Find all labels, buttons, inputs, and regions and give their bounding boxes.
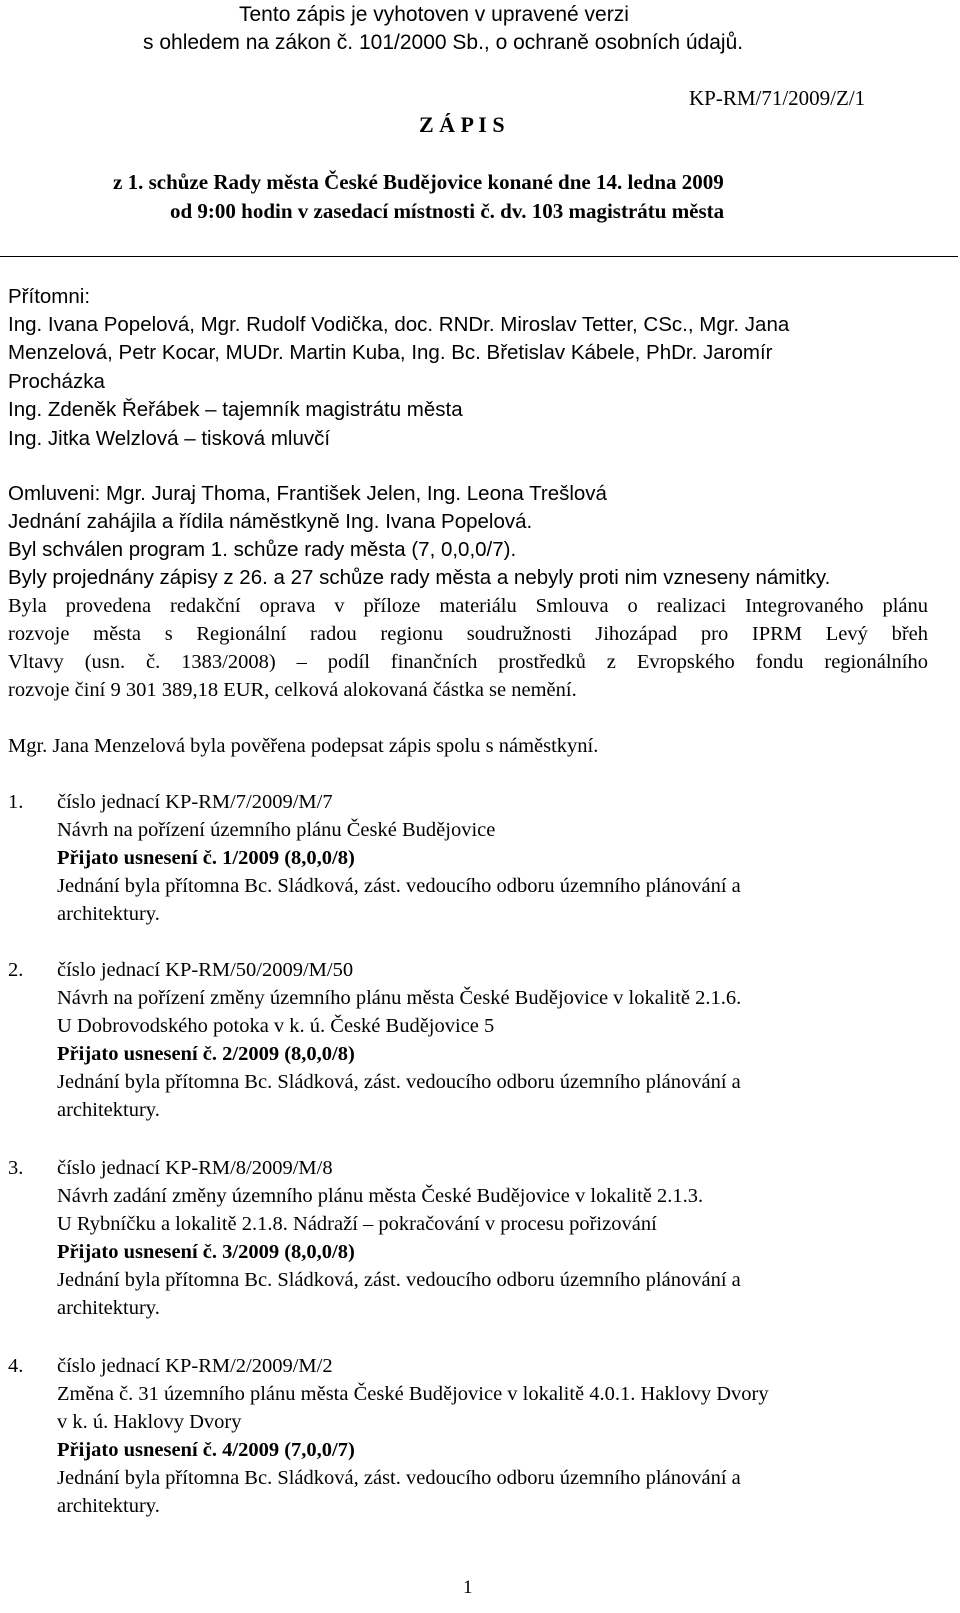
attendance-label: Přítomni:: [8, 285, 91, 308]
agenda-item-subject: Změna č. 31 územního plánu města České Budějovice v lokalitě 4.0.1. Haklovy Dvory: [57, 1383, 769, 1405]
agenda-item-number: 1.: [8, 791, 24, 813]
agenda-item-attendee: Jednání byla přítomna Bc. Sládková, zást. vedoucího odboru územního plánování a: [57, 1467, 741, 1489]
agenda-item-attendee-cont: architektury.: [57, 1297, 160, 1319]
agenda-item-subject-cont: U Dobrovodského potoka v k. ú. České Budějovice 5: [57, 1015, 495, 1037]
agenda-item-reference: číslo jednací KP-RM/7/2009/M/7: [57, 791, 333, 813]
privacy-notice-line-2: s ohledem na zákon č. 101/2000 Sb., o ochraně osobních údajů.: [143, 31, 744, 54]
attendance-spokesperson: Ing. Jitka Welzlová – tisková mluvčí: [8, 427, 331, 450]
attendance-line-3: Procházka: [8, 370, 105, 393]
header-divider: [0, 256, 958, 257]
agenda-item-resolution: Přijato usnesení č. 3/2009 (8,0,0/8): [57, 1241, 355, 1263]
attendance-line-1: Ing. Ivana Popelová, Mgr. Rudolf Vodička, doc. RNDr. Miroslav Tetter, CSc., Mgr. Jana: [8, 313, 790, 336]
minutes-signer: Mgr. Jana Menzelová byla pověřena podepsat zápis spolu s náměstkyní.: [8, 735, 599, 757]
agenda-item-subject-cont: U Rybníčku a lokalitě 2.1.8. Nádraží – pokračování v procesu pořizování: [57, 1213, 657, 1235]
privacy-notice-line-1: Tento zápis je vyhotoven v upravené verzi: [239, 3, 629, 26]
document-title: Z Á P I S: [419, 112, 505, 137]
attendance-line-2: Menzelová, Petr Kocar, MUDr. Martin Kuba, Ing. Bc. Břetislav Kábele, PhDr. Jaromír: [8, 341, 773, 364]
agenda-item-subject: Návrh zadání změny územního plánu města České Budějovice v lokalitě 2.1.3.: [57, 1185, 704, 1207]
agenda-item-subject-cont: v k. ú. Haklovy Dvory: [57, 1411, 242, 1433]
agenda-item-subject: Návrh na pořízení změny územního plánu města České Budějovice v lokalitě 2.1.6.: [57, 987, 742, 1009]
agenda-item-subject: Návrh na pořízení územního plánu České Budějovice: [57, 819, 496, 841]
agenda-item-reference: číslo jednací KP-RM/2/2009/M/2: [57, 1355, 333, 1377]
agenda-item-attendee-cont: architektury.: [57, 1495, 160, 1517]
correction-line-1: Byla provedena redakční oprava v příloze materiálu Smlouva o realizaci Integrovaného plánu: [8, 595, 928, 617]
agenda-item-number: 2.: [8, 959, 24, 981]
chairperson-note: Jednání zahájila a řídila náměstkyně Ing. Ivana Popelová.: [8, 510, 533, 533]
agenda-item-attendee: Jednání byla přítomna Bc. Sládková, zást. vedoucího odboru územního plánování a: [57, 1071, 741, 1093]
attendance-secretary: Ing. Zdeněk Řeřábek – tajemník magistrátu města: [8, 398, 463, 421]
document-reference: KP-RM/71/2009/Z/1: [689, 86, 866, 110]
agenda-item-reference: číslo jednací KP-RM/8/2009/M/8: [57, 1157, 333, 1179]
agenda-item-attendee: Jednání byla přítomna Bc. Sládková, zást. vedoucího odboru územního plánování a: [57, 875, 741, 897]
agenda-item-resolution: Přijato usnesení č. 4/2009 (7,0,0/7): [57, 1439, 355, 1461]
minutes-approval: Byly projednány zápisy z 26. a 27 schůze rady města a nebyly proti nim vzneseny námitky.: [8, 566, 831, 589]
agenda-item-attendee-cont: architektury.: [57, 1099, 160, 1121]
meeting-heading-line-1: z 1. schůze Rady města České Budějovice konané dne 14. ledna 2009: [113, 170, 724, 194]
correction-line-2: rozvoje města s Regionální radou regionu soudružnosti Jihozápad pro IPRM Levý břeh: [8, 623, 928, 645]
agenda-item-number: 3.: [8, 1157, 24, 1179]
correction-line-3: Vltavy (usn. č. 1383/2008) – podíl finančních prostředků z Evropského fondu regionálního: [8, 651, 928, 673]
agenda-item-attendee: Jednání byla přítomna Bc. Sládková, zást. vedoucího odboru územního plánování a: [57, 1269, 741, 1291]
correction-line-4: rozvoje činí 9 301 389,18 EUR, celková alokovaná částka se nemění.: [8, 679, 577, 701]
agenda-item-resolution: Přijato usnesení č. 2/2009 (8,0,0/8): [57, 1043, 355, 1065]
program-approval: Byl schválen program 1. schůze rady města (7, 0,0,0/7).: [8, 538, 517, 561]
agenda-item-number: 4.: [8, 1355, 24, 1377]
page-number: 1: [463, 1577, 473, 1598]
agenda-item-reference: číslo jednací KP-RM/50/2009/M/50: [57, 959, 354, 981]
meeting-heading-line-2: od 9:00 hodin v zasedací místnosti č. dv. 103 magistrátu města: [170, 199, 725, 223]
agenda-item-resolution: Přijato usnesení č. 1/2009 (8,0,0/8): [57, 847, 355, 869]
agenda-item-attendee-cont: architektury.: [57, 903, 160, 925]
excused-members: Omluveni: Mgr. Juraj Thoma, František Jelen, Ing. Leona Trešlová: [8, 482, 607, 505]
